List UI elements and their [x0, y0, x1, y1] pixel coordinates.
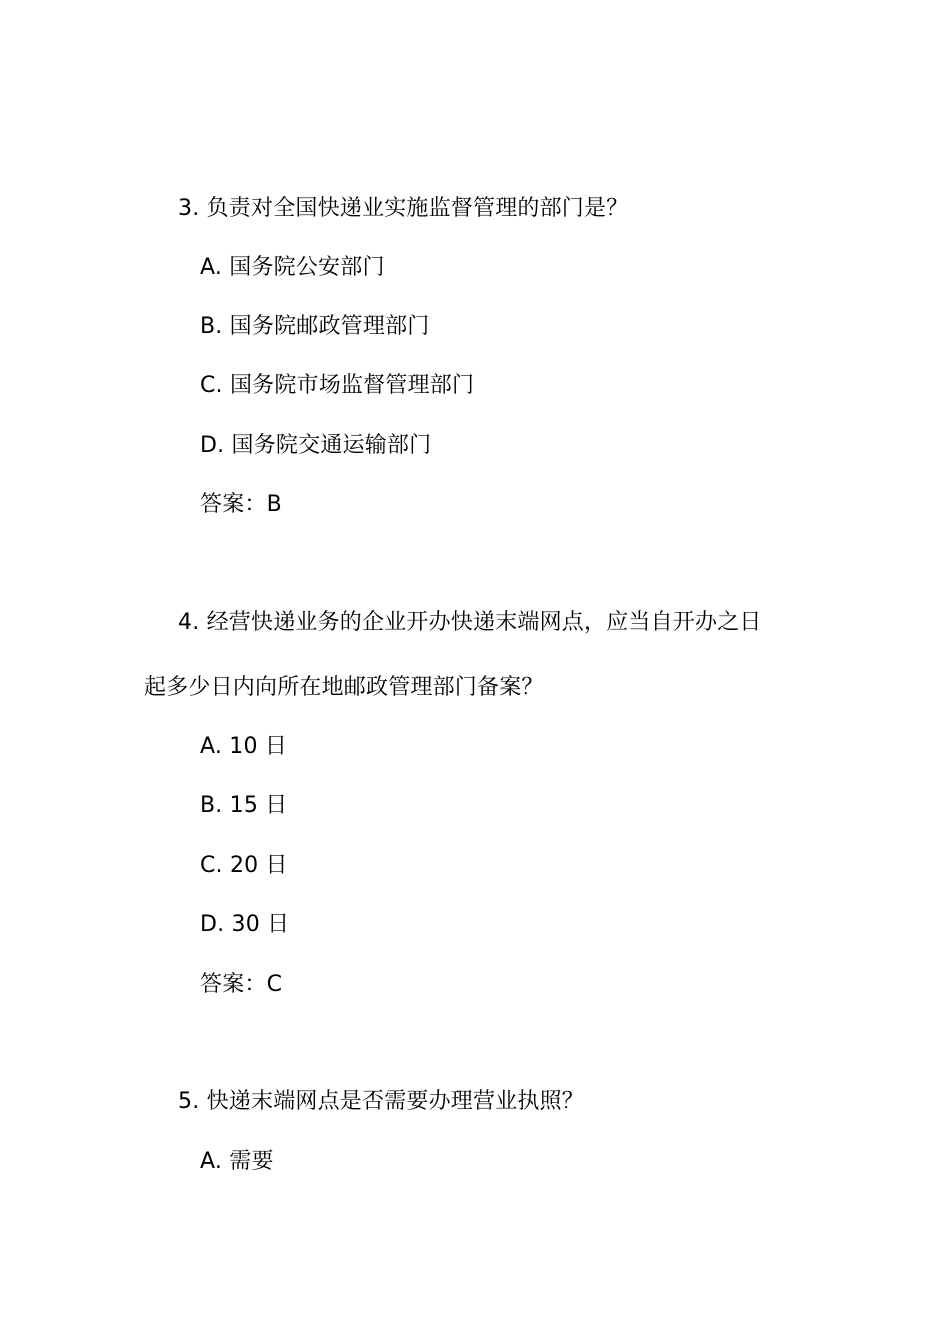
question-3-option-c: C. 国务院市场监督管理部门 [200, 373, 475, 398]
question-4-option-c: C. 20 日 [200, 853, 288, 878]
question-4-stem-line2: 起多少日内向所在地邮政管理部门备案？ [144, 675, 544, 700]
question-text: 负责对全国快递业实施监督管理的部门是？ [206, 196, 629, 221]
question-4-stem-line1 [178, 608, 762, 638]
question-3-option-b: B. 国务院邮政管理部门 [200, 314, 430, 339]
question-3-stem [178, 194, 628, 224]
question-text: 经营快递业务的企业开办快递末端网点，应当自开办之日 [206, 610, 762, 635]
question-4-option-d: D. 30 日 [200, 912, 290, 937]
question-3-option-a: A. 国务院公安部门 [200, 255, 385, 280]
question-4-option-b: B. 15 日 [200, 793, 288, 818]
question-5-option-a: A. 需要 [200, 1149, 274, 1174]
question-5-stem [178, 1087, 584, 1117]
question-3-option-d: D. 国务院交通运输部门 [200, 433, 432, 458]
question-number: 5. [178, 1089, 200, 1114]
question-4-answer: 答案：C [200, 972, 283, 997]
question-number: 3. [178, 196, 200, 221]
question-4-option-a: A. 10 日 [200, 734, 288, 759]
question-text: 快递末端网点是否需要办理营业执照？ [206, 1089, 584, 1114]
question-3-answer: 答案：B [200, 492, 282, 517]
question-number: 4. [178, 610, 200, 635]
